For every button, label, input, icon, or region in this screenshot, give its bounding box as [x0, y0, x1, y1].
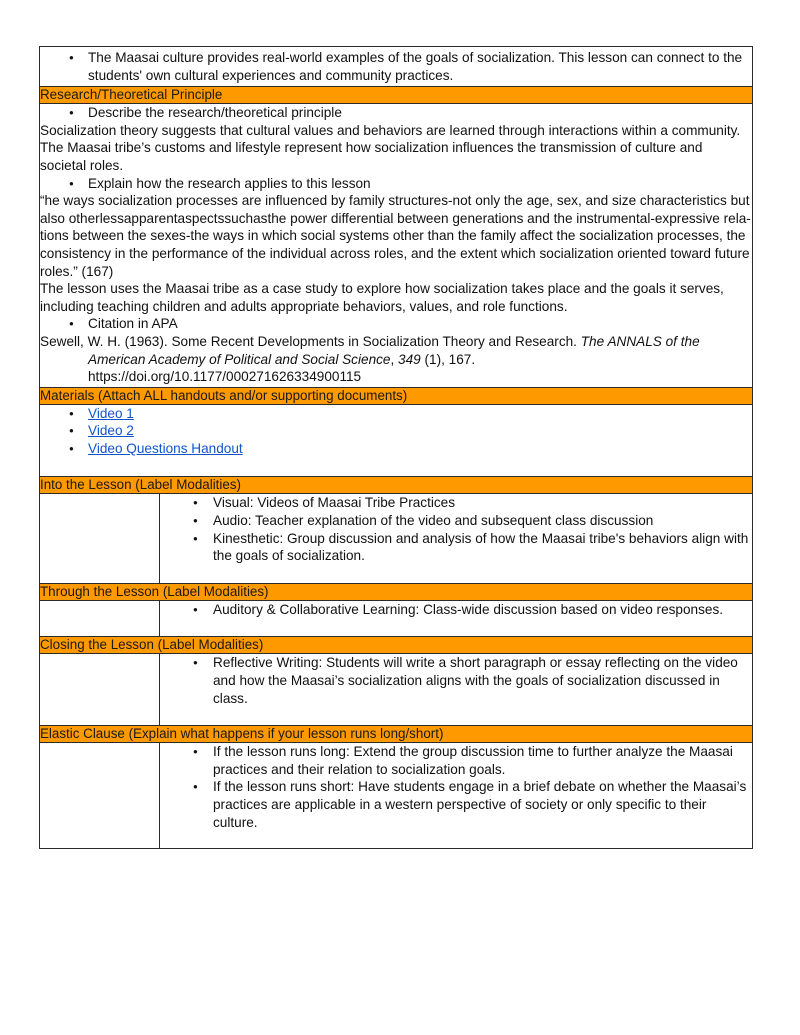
elastic-section-header: Elastic Clause (Explain what happens if your lesson runs long/short): [40, 726, 753, 743]
into-item: ● Audio: Teacher explanation of the video and subsequent class discussion: [160, 512, 752, 530]
into-content-row: [40, 494, 753, 583]
explain-label: ● Explain how the research applies to this lesson: [40, 175, 752, 193]
lesson-plan-page: [39, 46, 752, 849]
into-item: ● Kinesthetic: Group discussion and analysis of how the Maasai tribe's behaviors align with the goals of socialization.: [160, 530, 752, 565]
research-content-row: [40, 104, 753, 388]
materials-link-list: [40, 405, 752, 458]
apa-citation: Sewell, W. H. (1963). Some Recent Developments in Socialization Theory and Research. The ANNALS of the American Academy of Political and Social Science, 349 (1), 167. https://doi.org/10.1177/000271626334900115: [40, 333, 700, 385]
describe-label: ● Describe the research/theoretical principle: [40, 104, 752, 122]
application-text: The lesson uses the Maasai tribe as a case study to explore how socialization takes place and the goals it serves, including teaching children and adults appropriate behaviors, values, and role functions.: [40, 281, 724, 314]
closing-label-cell: [40, 654, 160, 726]
through-modalities-list: [160, 601, 752, 619]
intro-bullets: [40, 49, 752, 84]
research-section-header: Research/Theoretical Principle: [40, 87, 753, 104]
closing-modalities-list: [160, 654, 752, 707]
through-content-row: [40, 600, 753, 637]
citation-journal: The ANNALS of the American Academy of Political and Social Science: [88, 333, 700, 367]
video-2-link[interactable]: Video 2: [88, 423, 134, 439]
into-label-cell: [40, 494, 160, 583]
into-item: ● Visual: Videos of Maasai Tribe Practices: [160, 494, 752, 512]
intro-row: [40, 47, 753, 87]
through-item: ● Auditory & Collaborative Learning: Class-wide discussion based on video responses.: [160, 601, 752, 619]
citation-label: ● Citation in APA: [40, 315, 752, 333]
materials-header-row: [40, 387, 753, 404]
materials-item: [40, 440, 752, 458]
into-section-header: Into the Lesson (Label Modalities): [40, 477, 753, 494]
video-1-link[interactable]: Video 1: [88, 405, 134, 421]
video-questions-handout-link[interactable]: Video Questions Handout: [88, 440, 243, 456]
elastic-item-short: ● If the lesson runs short: Have students engage in a brief debate on whether the Maasai’s practices are applicable in a western perspective of society or only specific to their culture.: [160, 778, 752, 831]
elastic-content-row: [40, 743, 753, 849]
materials-content-row: [40, 404, 753, 477]
elastic-label-cell: [40, 743, 160, 849]
citation-volume: 349: [398, 351, 421, 367]
research-header-row: [40, 87, 753, 104]
elastic-item-long: ● If the lesson runs long: Extend the group discussion time to further analyze the Maasai practices and their relation to socialization goals.: [160, 743, 752, 778]
materials-item: [40, 405, 752, 423]
elastic-clause-list: [160, 743, 752, 831]
intro-bullet: ● The Maasai culture provides real-world examples of the goals of socialization. This lesson can connect to the students' own cultural experiences and community practices.: [40, 49, 752, 84]
into-modalities-list: [160, 494, 752, 564]
closing-section-header: Closing the Lesson (Label Modalities): [40, 637, 753, 654]
through-header-row: [40, 583, 753, 600]
research-quote: “he ways socialization processes are influenced by family structures-not only the age, sex, and size characteristics but also otherlessapparentaspectssuchasthe power differential between generations and the instrumental-expressive rela-tions between the sexes-the ways in which social systems other than the family affect the socialization processes, the consistency in the performance of the individual across roles, and the extent which socialization oriented toward future roles.” (167): [40, 193, 751, 279]
elastic-header-row: [40, 726, 753, 743]
closing-header-row: [40, 637, 753, 654]
citation-doi: https://doi.org/10.1177/000271626334900115: [88, 369, 362, 385]
lesson-plan-table: [39, 46, 753, 849]
citation-issue-pages: (1), 167.: [420, 351, 476, 367]
through-section-header: Through the Lesson (Label Modalities): [40, 583, 753, 600]
through-label-cell: [40, 600, 160, 637]
into-header-row: [40, 477, 753, 494]
citation-authors-title: Sewell, W. H. (1963). Some Recent Developments in Socialization Theory and Research.: [40, 333, 581, 349]
materials-section-header: Materials (Attach ALL handouts and/or supporting documents): [40, 387, 753, 404]
closing-content-row: [40, 654, 753, 726]
materials-item: [40, 422, 752, 440]
describe-text: Socialization theory suggests that cultural values and behaviors are learned through interactions within a community. The Maasai tribe’s customs and lifestyle represent how socialization influences the transmission of culture and societal roles.: [40, 122, 741, 173]
closing-item: ● Reflective Writing: Students will write a short paragraph or essay reflecting on the video and how the Maasai’s socialization aligns with the goals of socialization discussed in class.: [160, 654, 752, 707]
